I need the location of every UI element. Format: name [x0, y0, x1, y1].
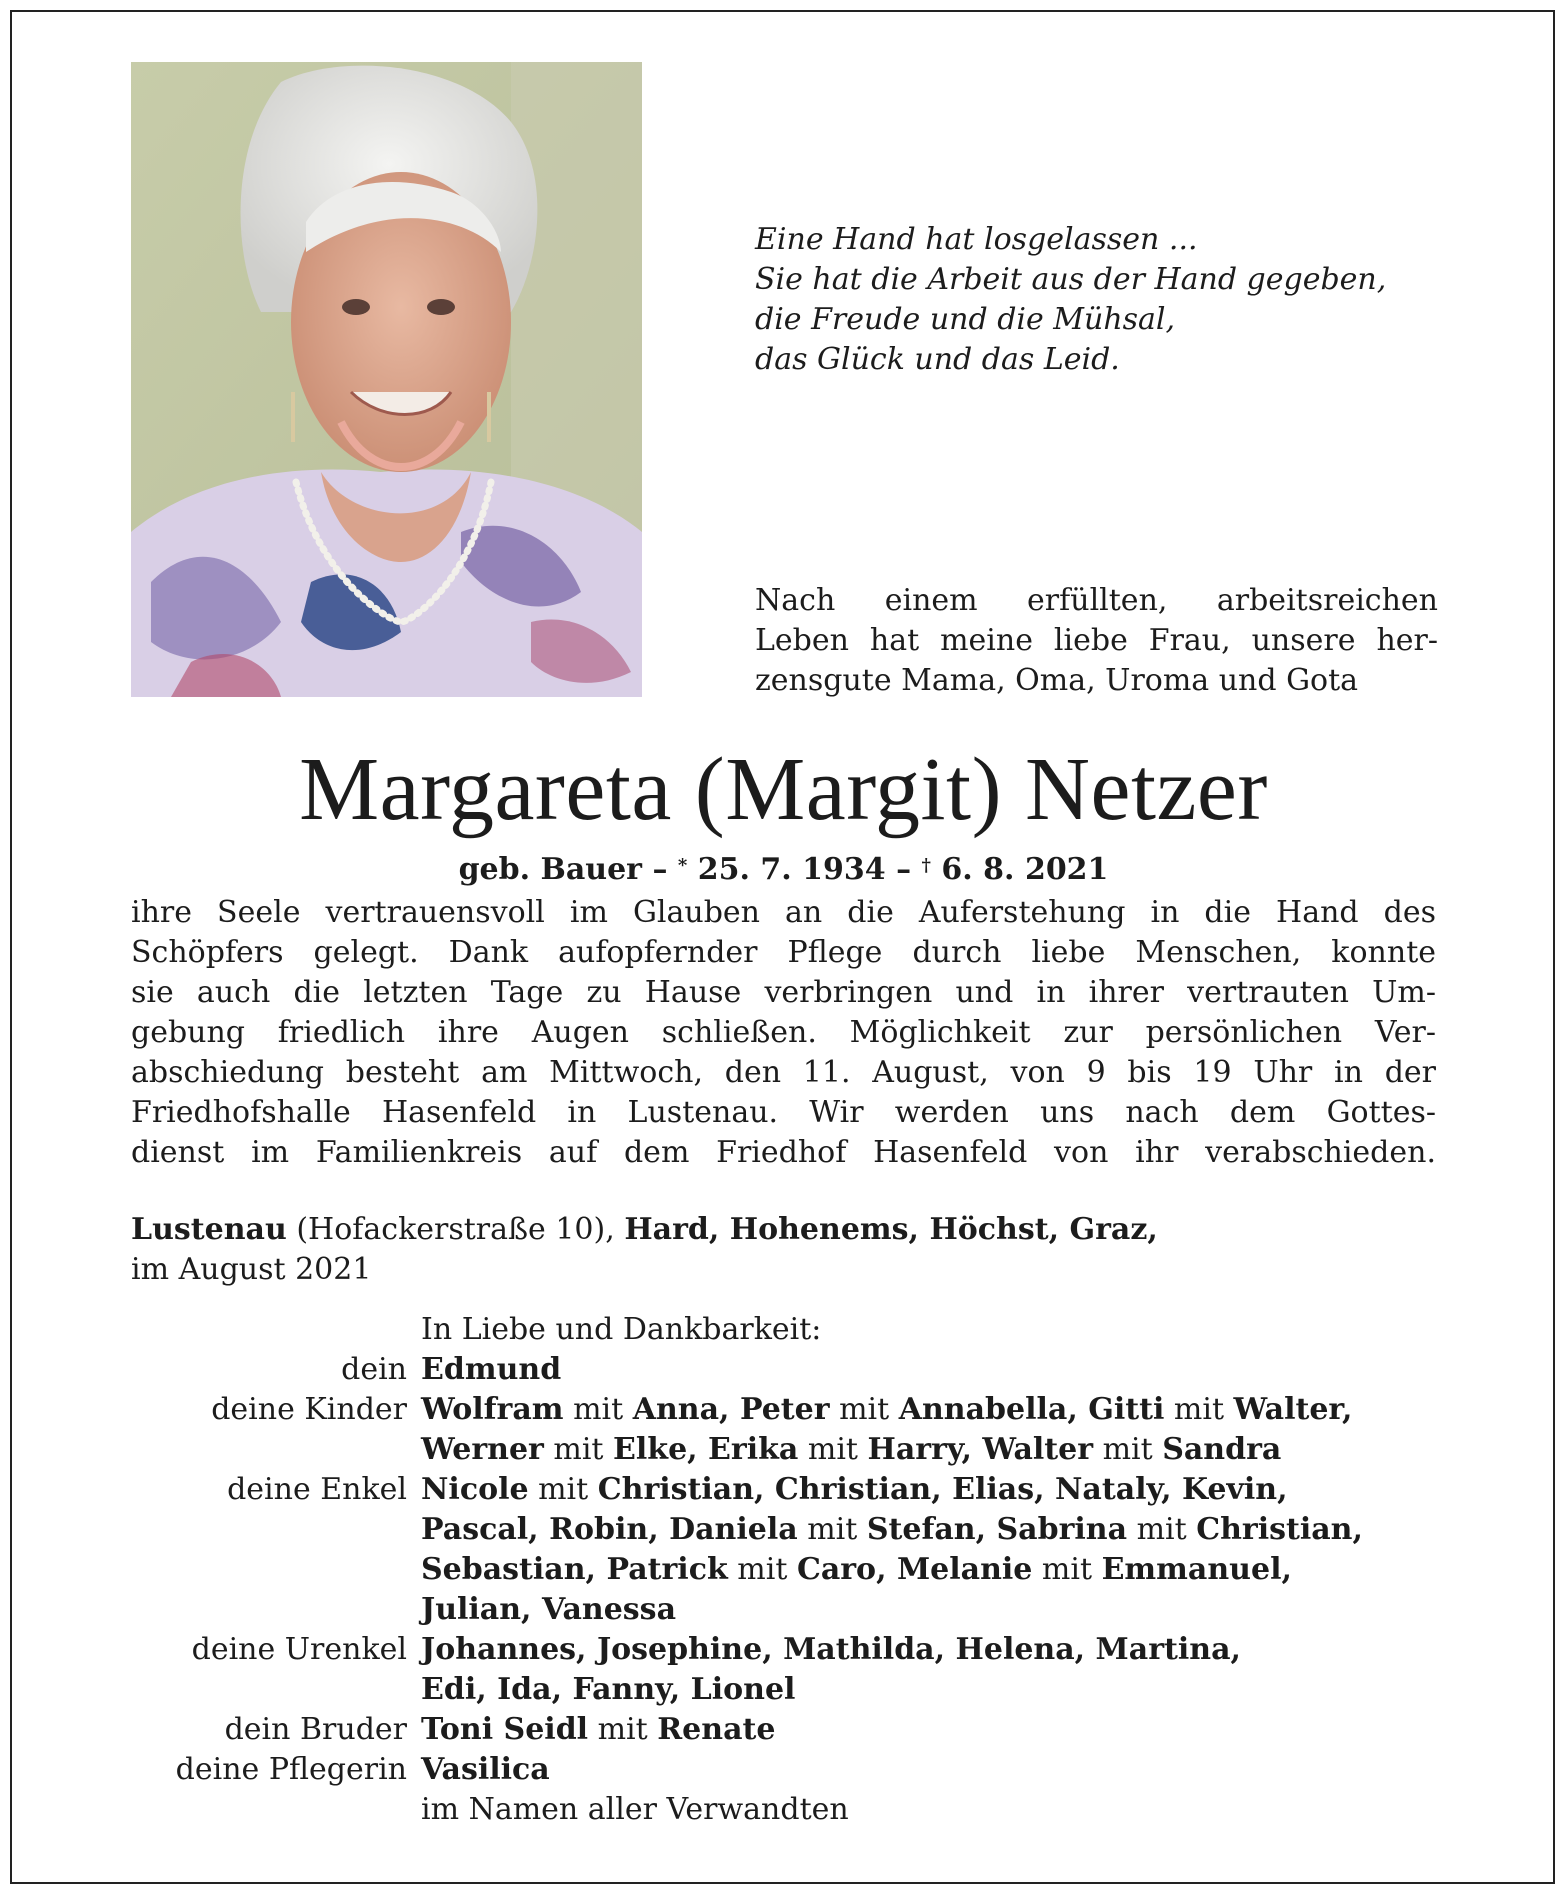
mourner-names	[421, 1550, 1511, 1590]
mourner-name: Nicole	[421, 1472, 529, 1507]
mourner-connector: mit	[588, 1712, 658, 1747]
mourner-name: Julian, Vanessa	[421, 1592, 677, 1627]
closing-line: In Liebe und Dankbarkeit:	[421, 1312, 822, 1347]
mourner-name: Sebastian, Patrick	[421, 1552, 728, 1587]
mourner-connector: mit	[1127, 1512, 1197, 1547]
announcement-date: im August 2021	[131, 1252, 372, 1287]
mourner-names	[421, 1430, 1511, 1470]
mourner-names	[421, 1630, 1511, 1670]
mourner-name: Pascal, Robin, Daniela	[421, 1512, 798, 1547]
mourner-relation: dein	[341, 1352, 407, 1387]
mourner-relation	[131, 1510, 421, 1550]
mourner-relation: deine Urenkel	[191, 1632, 407, 1667]
mourner-name: Werner	[421, 1432, 544, 1467]
date-separator: –	[642, 852, 678, 887]
mourner-row	[131, 1390, 1531, 1430]
mourner-relation	[131, 1670, 421, 1710]
mourner-relation	[131, 1430, 421, 1470]
mourner-row	[131, 1470, 1531, 1510]
mourner-relation: deine Enkel	[227, 1472, 407, 1507]
mourner-name: Johannes, Josephine, Mathilda, Helena, Martina,	[421, 1632, 1241, 1667]
verse-line: Sie hat die Arbeit aus der Hand gegeben,	[755, 262, 1387, 297]
birth-symbol: *	[677, 855, 688, 876]
memorial-verse	[755, 220, 1386, 380]
mourner-names	[421, 1510, 1511, 1550]
mourner-names	[421, 1670, 1511, 1710]
mourner-connector: mit	[829, 1392, 899, 1427]
mourner-connector: mit	[1032, 1552, 1102, 1587]
mourner-names	[421, 1750, 1511, 1790]
body-line: gebung friedlich ihre Augen schließen. Möglichkeit zur persönlichen Ver-	[131, 1015, 1436, 1050]
mourner-relation	[131, 1790, 421, 1830]
verse-line: die Freude und die Mühsal,	[755, 302, 1176, 337]
body-line: ihre Seele vertrauensvoll im Glauben an die Auferstehung in die Hand des	[131, 895, 1436, 930]
mourner-row	[131, 1710, 1531, 1750]
mourner-row	[131, 1590, 1531, 1630]
mourner-connector: mit	[798, 1432, 868, 1467]
mourner-name: Harry, Walter	[867, 1432, 1094, 1467]
intro-line: Nach einem erfüllten, arbeitsreichen	[755, 583, 1438, 618]
verse-line: Eine Hand hat losgelassen ...	[755, 222, 1198, 257]
verse-line: das Glück und das Leid.	[755, 342, 1120, 377]
mourner-row	[131, 1430, 1531, 1470]
mourner-names	[421, 1470, 1511, 1510]
intro-paragraph	[755, 581, 1438, 701]
mourners-list	[131, 1310, 1531, 1830]
mourner-connector: mit	[727, 1552, 797, 1587]
mourner-row	[131, 1550, 1531, 1590]
intro-line: Leben hat meine liebe Frau, unsere her-	[755, 623, 1438, 658]
body-line: dienst im Familienkreis auf dem Friedhof Hasenfeld von ihr verabschieden.	[131, 1135, 1436, 1170]
body-line: Friedhofshalle Hasenfeld in Lustenau. Wir werden uns nach dem Gottes-	[131, 1095, 1436, 1130]
mourner-names	[421, 1590, 1511, 1630]
body-line: Schöpfers gelegt. Dank aufopfernder Pflege durch liebe Menschen, konnte	[131, 935, 1436, 970]
mourner-name: Stefan, Sabrina	[866, 1512, 1128, 1547]
mourner-name: Toni Seidl	[421, 1712, 589, 1747]
mourner-relation	[131, 1590, 421, 1630]
mourner-name: Edmund	[421, 1352, 562, 1387]
mourner-row	[131, 1350, 1531, 1390]
mourner-names	[421, 1390, 1511, 1430]
birth-date: 25. 7. 1934	[687, 852, 886, 887]
announcement-text	[131, 893, 1436, 1173]
place-others: Hard, Hohenems, Höchst, Graz,	[624, 1212, 1158, 1247]
mourner-name: Vasilica	[421, 1752, 550, 1787]
mourner-connector: im Namen aller Verwandten	[421, 1792, 849, 1827]
mourner-connector: mit	[1093, 1432, 1163, 1467]
date-separator: –	[885, 852, 922, 887]
place-town: Lustenau	[131, 1212, 287, 1247]
body-line: abschiedung besteht am Mittwoch, den 11. August, von 9 bis 19 Uhr in der	[131, 1055, 1436, 1090]
portrait-photo	[131, 62, 642, 697]
deceased-name: Margareta (Margit) Netzer	[299, 740, 1268, 839]
mourner-relation	[131, 1550, 421, 1590]
mourner-name: Wolfram	[421, 1392, 564, 1427]
mourner-name: Elke, Erika	[613, 1432, 799, 1467]
mourner-name: Edi, Ida, Fanny, Lionel	[421, 1672, 796, 1707]
maiden-name: geb. Bauer	[458, 852, 642, 887]
mourner-name: Walter,	[1233, 1392, 1353, 1427]
mourner-connector: mit	[543, 1432, 614, 1467]
body-line: sie auch die letzten Tage zu Hause verbringen und in ihrer vertrauten Um-	[131, 975, 1436, 1010]
mourner-name: Christian,	[1196, 1512, 1363, 1547]
mourner-relation: dein Bruder	[224, 1712, 407, 1747]
death-date: 6. 8. 2021	[930, 852, 1109, 887]
mourner-row	[131, 1750, 1531, 1790]
place-address: (Hofackerstraße 10),	[286, 1212, 625, 1247]
mourner-connector: mit	[563, 1392, 633, 1427]
place-and-date	[131, 1210, 1158, 1290]
mourner-name: Annabella, Gitti	[898, 1392, 1165, 1427]
mourner-name: Caro, Melanie	[796, 1552, 1033, 1587]
mourner-connector: mit	[1164, 1392, 1234, 1427]
mourner-row	[131, 1510, 1531, 1550]
mourner-names	[421, 1350, 1511, 1390]
mourner-names	[421, 1790, 1511, 1830]
death-symbol: †	[921, 855, 931, 876]
mourner-names	[421, 1710, 1511, 1750]
mourner-name: Renate	[657, 1712, 776, 1747]
mourner-row	[131, 1630, 1531, 1670]
mourner-name: Anna, Peter	[632, 1392, 830, 1427]
mourner-relation: deine Pflegerin	[175, 1752, 407, 1787]
intro-line: zensgute Mama, Oma, Uroma und Gota	[755, 663, 1359, 698]
mourner-relation: deine Kinder	[211, 1392, 407, 1427]
mourner-name: Sandra	[1162, 1432, 1282, 1467]
mourner-row	[131, 1790, 1531, 1830]
mourner-connector: mit	[797, 1512, 867, 1547]
mourner-row	[131, 1670, 1531, 1710]
life-dates	[0, 850, 1567, 890]
mourner-connector: mit	[528, 1472, 598, 1507]
mourner-name: Emmanuel,	[1101, 1552, 1292, 1587]
mourner-name: Christian, Christian, Elias, Nataly, Kevin,	[597, 1472, 1288, 1507]
